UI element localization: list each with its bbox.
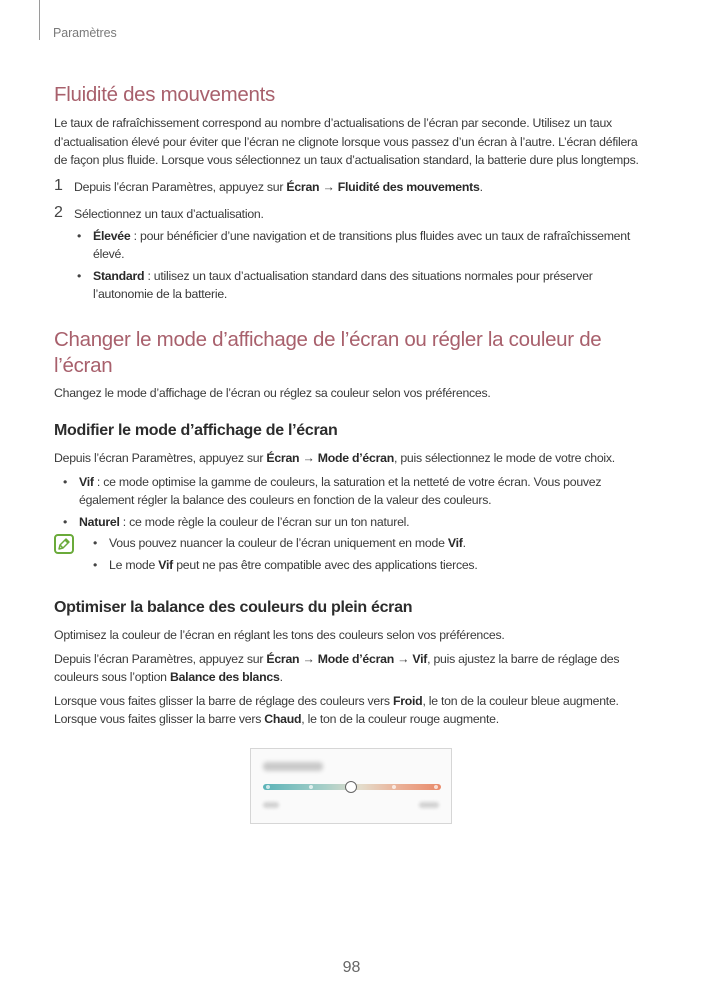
arrow-icon: → — [299, 451, 318, 465]
margin-rule — [39, 0, 40, 40]
page-content — [54, 82, 650, 729]
mode-list — [60, 473, 650, 532]
refresh-options — [74, 227, 650, 304]
arrow-icon: → — [299, 651, 318, 666]
arrow-icon: → — [393, 651, 413, 666]
mode-naturel: • Naturel : ce mode règle la couleur de l’écran sur un ton naturel. — [60, 513, 650, 532]
page-number: 98 — [342, 959, 361, 976]
menu-ecran: Écran — [286, 179, 320, 194]
white-balance-figure — [250, 748, 452, 824]
step-2 — [54, 205, 650, 307]
slider-tick — [434, 785, 438, 789]
running-head: Paramètres — [53, 26, 117, 40]
note-pencil-icon — [54, 534, 74, 554]
figure-blurred-label-warm — [419, 802, 439, 808]
section-title-mode-affichage: Changer le mode d’affichage de l’écran ou régler la couleur de l’écran — [54, 327, 602, 377]
note-list — [90, 534, 478, 577]
slider-tick — [392, 785, 396, 789]
section-intro: Le taux de rafraîchissement correspond au nombre d’actualisations de l’écran par seconde. Utilisez un taux d’actualisation élevé pour éviter que l’écran ne clignote lorsque vous passez d’un écran à l’autre. L’écran défilera de façon plus fluide. Lorsque vous sélectionnez un taux d’actualisation standard, la batterie dure plus longtemps. — [54, 116, 639, 167]
option-standard: • Standard : utilisez un taux d’actualisation standard dans des situations normales pour préserver l’autonomie de la batterie. — [74, 267, 650, 304]
slider-tick — [309, 785, 313, 789]
arrow-icon: → — [319, 179, 338, 194]
mode-vif: • Vif : ce mode optimise la gamme de couleurs, la saturation et la netteté de votre écran. Vous pouvez également régler la balance des couleurs en fonction de la valeur des couleurs. — [60, 473, 650, 510]
subsection-title-modifier: Modifier le mode d’affichage de l’écran — [54, 422, 338, 439]
note-block — [54, 534, 650, 577]
figure-blurred-label-cool — [263, 802, 279, 808]
slider-tick — [266, 785, 270, 789]
step-number: 1 — [54, 176, 63, 194]
step-text: Sélectionnez un taux d’actualisation. — [74, 207, 264, 221]
paragraph: Optimisez la couleur de l’écran en réglant les tons des couleurs selon vos préférences. — [54, 628, 505, 642]
note-item: • Vous pouvez nuancer la couleur de l’écran uniquement en mode Vif. — [90, 534, 478, 553]
slider-thumb — [345, 781, 357, 793]
option-elevee: • Élevée : pour bénéficier d’une navigation et de transitions plus fluides avec un taux de rafraîchissement élevé. — [74, 227, 650, 264]
step-text: Depuis l’écran Paramètres, appuyez sur Écran → Fluidité des mouvements. — [74, 179, 483, 194]
note-item: • Le mode Vif peut ne pas être compatible avec des applications tierces. — [90, 556, 478, 575]
section-title-fluidite: Fluidité des mouvements — [54, 83, 275, 106]
instruction: Depuis l’écran Paramètres, appuyez sur Écran → Mode d’écran → Vif, puis ajustez la barre de réglage des couleurs sous l’option Balance des blancs. — [54, 651, 620, 684]
instruction: Depuis l’écran Paramètres, appuyez sur Écran → Mode d’écran, puis sélectionnez le mode de votre choix. — [54, 451, 615, 465]
section-intro: Changez le mode d’affichage de l’écran ou réglez sa couleur selon vos préférences. — [54, 385, 491, 400]
step-1 — [54, 178, 650, 197]
step-number: 2 — [54, 204, 63, 221]
paragraph: Lorsque vous faites glisser la barre de réglage des couleurs vers Froid, le ton de la couleur bleue augmente. Lorsque vous faites glisser la barre vers Chaud, le ton de la couleur rouge augmente. — [54, 693, 619, 726]
figure-blurred-title — [263, 762, 323, 771]
menu-fluidite: Fluidité des mouvements — [337, 179, 480, 194]
subsection-title-balance: Optimiser la balance des couleurs du plein écran — [54, 599, 413, 616]
